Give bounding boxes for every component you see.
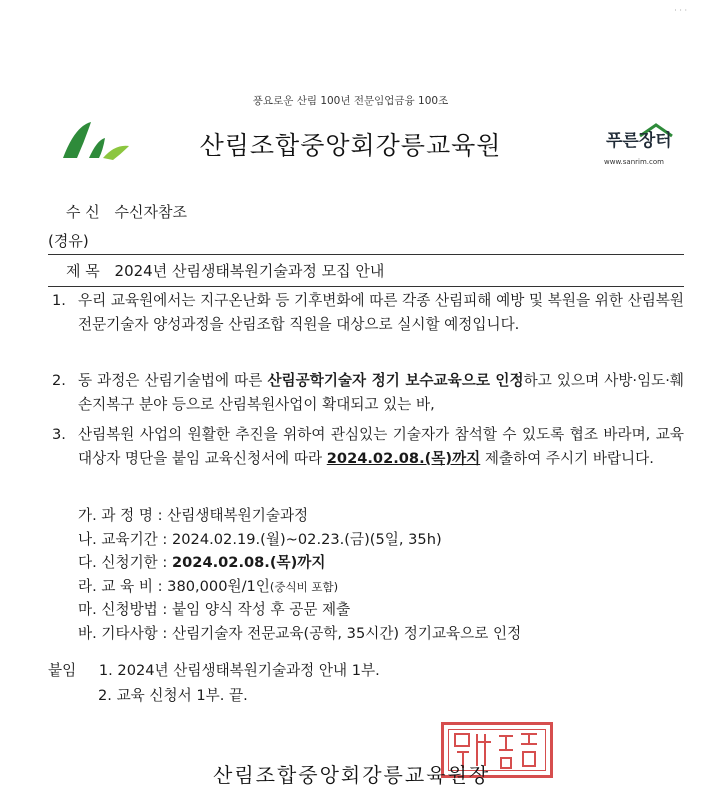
paragraph-text-part: 제출하여 주시기 바랍니다. (480, 450, 654, 467)
detail-item: 라. 교 육 비 : 380,000원/1인(중식비 포함) (78, 577, 339, 595)
paragraph-text (78, 369, 684, 417)
deadline-emphasis: 2024.02.08.(목)까지 (326, 450, 481, 467)
paragraph-emphasis: 산림공학기술자 정기 보수교육으로 인정 (267, 372, 524, 389)
detail-note: (중식비 포함) (269, 579, 339, 594)
detail-value: 2024.02.08.(목)까지 (171, 554, 326, 572)
paragraph-text-part: 하고 있으며 사방·임도·훼손지복구 분야 등으로 산림복원사업이 확대되고 있는 바, (78, 372, 685, 413)
paragraph-number: 1. (52, 292, 66, 309)
signer-name: 산림조합중앙회강릉교육원장 (213, 763, 491, 787)
paragraph-3 (52, 423, 684, 471)
paragraph-2 (52, 369, 684, 417)
subject-row (66, 260, 384, 281)
market-logo (600, 122, 680, 170)
detail-label: 바. 기타사항 (78, 624, 158, 642)
detail-value: 2024.02.19.(월)~02.23.(금)(5일, 35h) (171, 530, 442, 548)
recipient-value: 수신자참조 (114, 203, 187, 221)
detail-item: 나. 교육기간 : 2024.02.19.(월)~02.23.(금)(5일, 35h) (78, 530, 442, 548)
paragraph-text-part: 산림복원 사업의 원활한 추진을 위하여 관심있는 기술자가 참석할 수 있도록 협조 바라며, 교육대상자 명단을 붙임 교육신청서에 따라 (78, 426, 684, 467)
detail-label: 라. 교 육 비 (78, 577, 153, 595)
paragraph-text: 우리 교육원에서는 지구온난화 등 기후변화에 따른 각종 산림피해 예방 및 복원을 위한 산림복원 전문기술자 양성과정을 산림조합 직원을 대상으로 실시할 예정입니다. (78, 292, 684, 333)
paragraph-1 (52, 289, 684, 337)
detail-item: 마. 신청방법 : 붙임 양식 작성 후 공문 제출 (78, 601, 351, 619)
paragraph-number: 2. (52, 372, 66, 389)
attachment-row-2: 2. 교육 신청서 1부. 끝. (98, 687, 248, 704)
attachment-item: 1. 2024년 산림생태복원기술과정 안내 1부. (98, 662, 380, 679)
paragraph-text-part: 동 과정은 산림기술법에 따른 (78, 372, 268, 389)
detail-list (78, 504, 521, 646)
recipient-row (66, 201, 187, 222)
recipient-label: 수 신 (66, 203, 100, 221)
paragraph-number: 3. (52, 426, 66, 443)
corner-mark: · · · (674, 6, 687, 15)
detail-label: 가. 과 정 명 (78, 507, 153, 524)
detail-label: 나. 교육기간 (78, 530, 158, 548)
detail-value: 산림생태복원기술과정 (167, 507, 309, 524)
market-logo-url: www.sanrim.com (604, 158, 664, 166)
via-row: (경유) (48, 232, 89, 250)
subject-top-rule (48, 254, 684, 255)
org-title: 산림조합중앙회강릉교육원 (199, 131, 502, 160)
subject-value: 2024년 산림생태복원기술과정 모집 안내 (114, 262, 385, 280)
subject-bottom-rule (48, 286, 684, 287)
attachment-row-1 (48, 659, 380, 680)
detail-label: 다. 신청기한 (78, 554, 158, 572)
market-logo-text: 푸른장터 (606, 131, 672, 151)
attachment-label: 붙임 (48, 662, 77, 679)
detail-item: 다. 신청기한 : 2024.02.08.(목)까지 (78, 554, 326, 572)
detail-label: 마. 신청방법 (78, 601, 158, 619)
detail-value: 산림기술자 전문교육(공학, 35시간) 정기교육으로 인정 (171, 624, 522, 642)
slogan: 풍요로운 산림 100년 전문임업금융 100조 (252, 95, 449, 107)
subject-label: 제 목 (66, 262, 100, 280)
paragraph-text (78, 423, 684, 471)
detail-item: 바. 기타사항 : 산림기술자 전문교육(공학, 35시간) 정기교육으로 인정 (78, 624, 522, 642)
detail-value: 380,000원/1인 (167, 577, 270, 595)
detail-value: 붙임 양식 작성 후 공문 제출 (171, 601, 351, 619)
detail-item: 가. 과 정 명 : 산림생태복원기술과정 (78, 507, 309, 524)
